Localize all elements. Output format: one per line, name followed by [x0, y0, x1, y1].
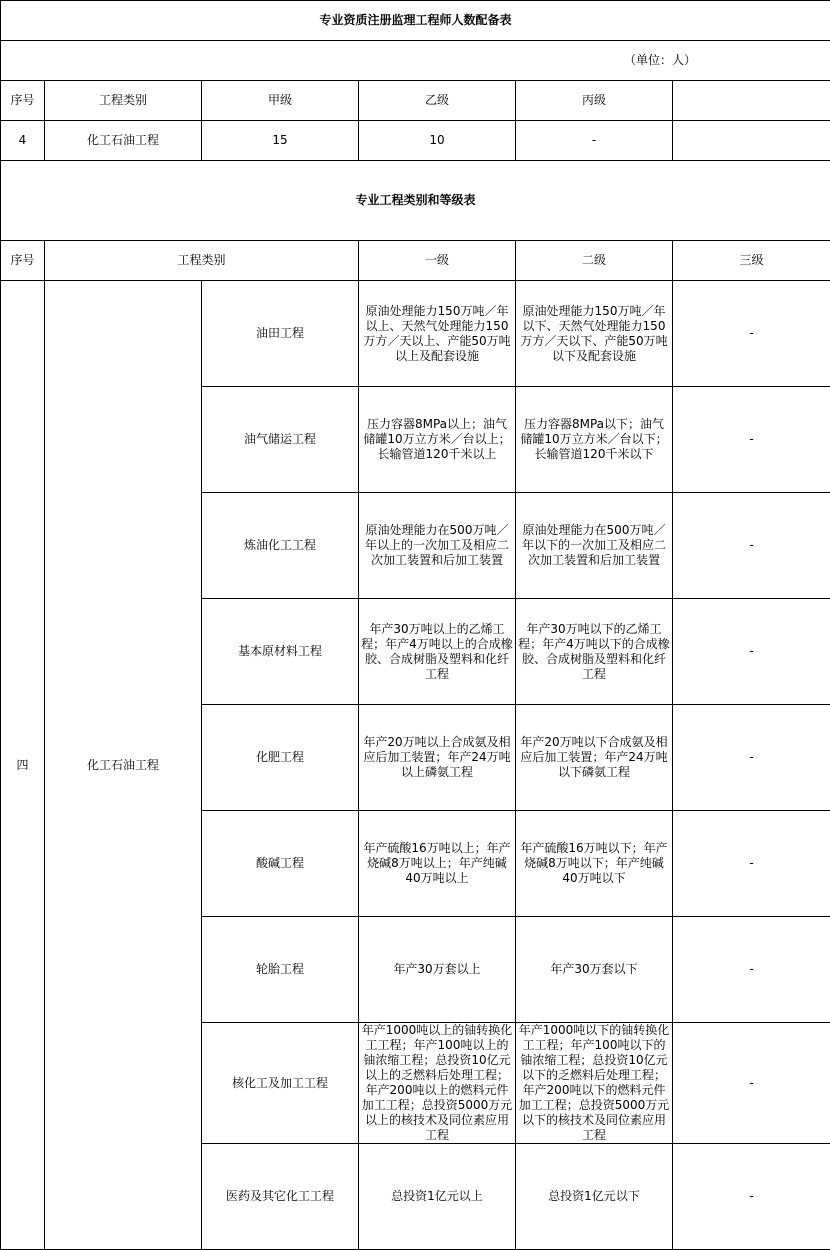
cell-category: 化工石油工程 — [45, 121, 202, 161]
row-level3: - — [673, 493, 830, 599]
row-level1: 年产30万吨以上的乙烯工程；年产4万吨以上的合成橡胶、合成树脂及塑料和化纤工程 — [359, 599, 516, 705]
row-level1: 年产30万套以上 — [359, 917, 516, 1023]
header-grade-b: 乙级 — [359, 81, 516, 121]
cell-empty — [673, 121, 830, 161]
header-empty — [673, 81, 830, 121]
row-level2: 年产硫酸16万吨以下；年产烧碱8万吨以下；年产纯碱40万吨以下 — [516, 811, 673, 917]
cell-grade-b: 10 — [359, 121, 516, 161]
row-level3: - — [673, 1023, 830, 1144]
row-level1: 原油处理能力在500万吨／年以上的一次加工及相应二次加工装置和后加工装置 — [359, 493, 516, 599]
header-category: 工程类别 — [45, 81, 202, 121]
header2-seq: 序号 — [1, 241, 45, 281]
row-name: 油气储运工程 — [202, 387, 359, 493]
row-level2: 年产30万吨以下的乙烯工程；年产4万吨以下的合成橡胶、合成树脂及塑料和化纤工程 — [516, 599, 673, 705]
row-name: 油田工程 — [202, 281, 359, 387]
row-level2: 年产1000吨以下的铀转换化工工程；年产100吨以下的铀浓缩工程；总投资10亿元以下的乏燃料后处理工程；年产200吨以下的燃料元件加工工程；总投资5000万元以下的核技术及同位素应用工程 — [516, 1023, 673, 1144]
table-row — [1, 281, 830, 387]
cell-grade-c: - — [516, 121, 673, 161]
row-name: 炼油化工工程 — [202, 493, 359, 599]
cell-seq: 4 — [1, 121, 45, 161]
header2-category: 工程类别 — [45, 241, 359, 281]
header2-level2: 二级 — [516, 241, 673, 281]
row-name: 酸碱工程 — [202, 811, 359, 917]
row-level1: 总投资1亿元以上 — [359, 1144, 516, 1250]
row-level2: 总投资1亿元以下 — [516, 1144, 673, 1250]
table2-title: 专业工程类别和等级表 — [1, 161, 830, 241]
row-level3: - — [673, 811, 830, 917]
row-level3: - — [673, 281, 830, 387]
row-level2: 原油处理能力在500万吨／年以下的一次加工及相应二次加工装置和后加工装置 — [516, 493, 673, 599]
row-level2: 年产30万套以下 — [516, 917, 673, 1023]
header2-level3: 三级 — [673, 241, 830, 281]
row-name: 基本原材料工程 — [202, 599, 359, 705]
row-level1: 年产1000吨以上的铀转换化工工程；年产100吨以上的铀浓缩工程；总投资10亿元以上的乏燃料后处理工程；年产200吨以上的燃料元件加工工程；总投资5000万元以上的核技术及同位素应用工程 — [359, 1023, 516, 1144]
row-name: 医药及其它化工工程 — [202, 1144, 359, 1250]
row-level1: 压力容器8MPa以上；油气储罐10万立方米／台以上；长输管道120千米以上 — [359, 387, 516, 493]
header-grade-a: 甲级 — [202, 81, 359, 121]
table2-header-row — [1, 241, 830, 281]
table1-header-row — [1, 81, 830, 121]
row-level1: 年产硫酸16万吨以上；年产烧碱8万吨以上；年产纯碱40万吨以上 — [359, 811, 516, 917]
row-level2: 压力容器8MPa以下；油气储罐10万立方米／台以下；长输管道120千米以下 — [516, 387, 673, 493]
row-name: 轮胎工程 — [202, 917, 359, 1023]
cell-grade-a: 15 — [202, 121, 359, 161]
row-level3: - — [673, 599, 830, 705]
row-level1: 原油处理能力150万吨／年以上、天然气处理能力150万方／天以上、产能50万吨以上及配套设施 — [359, 281, 516, 387]
row-level1: 年产20万吨以上合成氨及相应后加工装置；年产24万吨以上磷氨工程 — [359, 705, 516, 811]
row-level2: 原油处理能力150万吨／年以下、天然气处理能力150万方／天以下、产能50万吨以下及配套设施 — [516, 281, 673, 387]
table2-category: 化工石油工程 — [45, 281, 202, 1250]
header-grade-c: 丙级 — [516, 81, 673, 121]
row-level3: - — [673, 705, 830, 811]
table2-seq: 四 — [1, 281, 45, 1250]
row-level3: - — [673, 917, 830, 1023]
header2-level1: 一级 — [359, 241, 516, 281]
row-level3: - — [673, 1144, 830, 1250]
row-level3: - — [673, 387, 830, 493]
row-level2: 年产20万吨以下合成氨及相应后加工装置；年产24万吨以下磷氨工程 — [516, 705, 673, 811]
table1-title: 专业资质注册监理工程师人数配备表 — [1, 1, 830, 41]
table1-unit: （单位：人） — [1, 41, 830, 81]
header-seq: 序号 — [1, 81, 45, 121]
row-name: 核化工及加工工程 — [202, 1023, 359, 1144]
row-name: 化肥工程 — [202, 705, 359, 811]
table1-data-row — [1, 121, 830, 161]
